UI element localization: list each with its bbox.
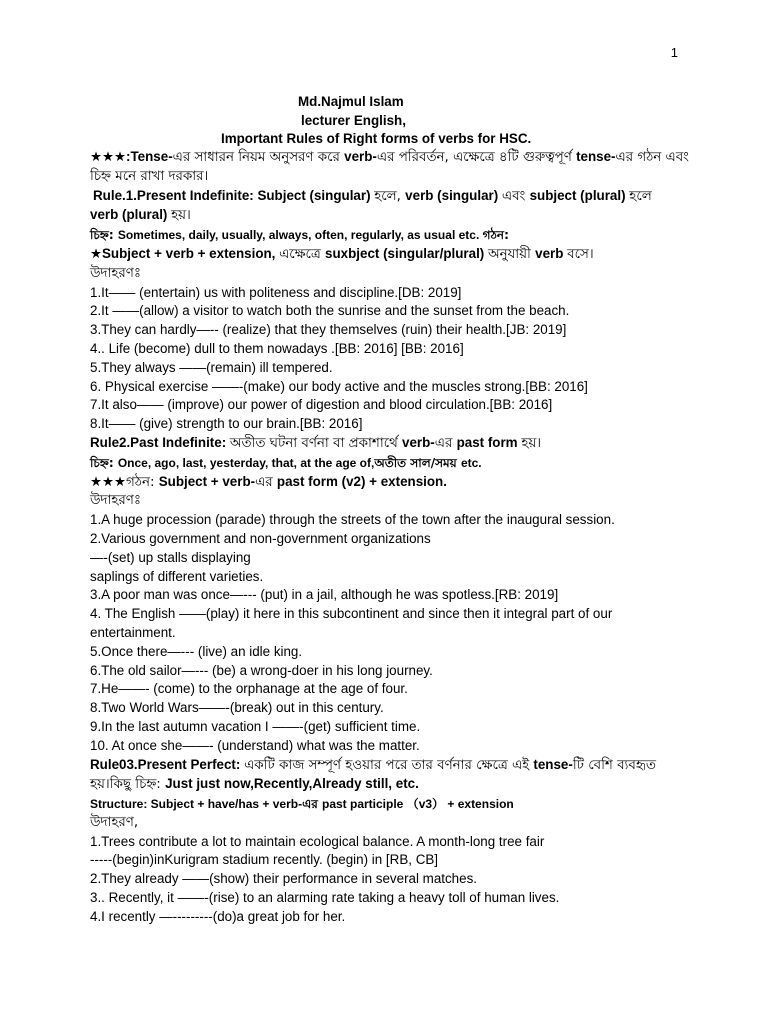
intro-line-2: চিহ্ন মনে রাখা দরকার। <box>90 168 209 184</box>
rule1-structure: ★Subject + verb + extension, এক্ষেত্রে suxbject (singular/plural) অনুযায়ী verb বসে। <box>90 245 594 262</box>
list-item: 4.. Life (become) dull to them nowadays .[BB: 2016] [BB: 2016] <box>90 340 464 356</box>
list-item: entertainment. <box>90 624 176 640</box>
document-header <box>0 93 768 149</box>
author-position: lecturer English, <box>301 112 406 128</box>
rule1-signs: চিহ্ন: Sometimes, daily, usually, always, often, regularly, as usual etc. গঠন: <box>90 228 509 243</box>
author-name: Md.Najmul Islam <box>298 94 404 109</box>
list-item: 3.A poor man was once—--- (put) in a jail, although he was spotless.[RB: 2019] <box>90 587 559 603</box>
list-item: —-(set) up stalls displaying <box>90 549 251 565</box>
list-item: 2.Various government and non-government organizations <box>90 530 431 546</box>
rule2-structure: ★★★গঠন: Subject + verb-এর past form (v2) + extension. <box>90 473 447 490</box>
rule1-title-cont: verb (plural) হয়। <box>90 207 191 224</box>
document-title: Important Rules of Right forms of verbs for HSC. <box>221 131 532 147</box>
document-body <box>90 148 689 927</box>
list-item: 6. Physical exercise ——-(make) our body active and the muscles strong.[BB: 2016] <box>90 378 588 394</box>
list-item: 8.Two World Wars——-(break) out in this century. <box>90 700 384 716</box>
rule2-signs: চিহ্ন: Once, ago, last, yesterday, that, at the age of,অতীত সাল/সময় etc. <box>90 455 482 470</box>
page-number: 1 <box>670 45 678 60</box>
list-item: 1.Trees contribute a lot to maintain ecological balance. A month-long tree fair <box>90 833 545 849</box>
list-item: 2.It ——(allow) a visitor to watch both the sunrise and the sunset from the beach. <box>90 303 570 319</box>
rule1-example-label: উদাহরণঃ <box>90 265 141 281</box>
list-item: 7.It also—— (improve) our power of digestion and blood circulation.[BB: 2016] <box>90 397 553 413</box>
list-item: 6.The old sailor—--- (be) a wrong-doer in his long journey. <box>90 662 433 678</box>
list-item: 2.They already ——(show) their performance in several matches. <box>90 871 477 887</box>
rule2-title: Rule2.Past Indefinite: অতীত ঘটনা বর্ণনা বা প্রকাশার্থে verb-এর past form হয়। <box>90 434 542 451</box>
list-item: 4.I recently —---------(do)a great job for her. <box>90 908 346 924</box>
stars-icon: ★★★: <box>90 149 131 164</box>
rule1-title: Rule.1.Present Indefinite: Subject (singular) হলে, verb (singular) এবং subject (plural) হলে <box>93 187 652 204</box>
list-item: 9.In the last autumn vacation I ——-(get) sufficient time. <box>90 718 421 734</box>
list-item: 4. The English ——(play) it here in this subcontinent and since then it integral part of our <box>90 606 613 622</box>
list-item: 10. At once she——- (understand) what was the matter. <box>90 737 420 753</box>
list-item: 8.It—— (give) strength to our brain.[BB: 2016] <box>90 416 363 432</box>
rule3-signs: হয়।কিছু চিহ্ন: Just just now,Recently,Already still, etc. <box>90 776 419 793</box>
list-item: 5.Once there—--- (live) an idle king. <box>90 643 303 659</box>
rule2-example-label: উদাহরণঃ <box>90 493 141 509</box>
rule3-title: Rule03.Present Perfect: একটি কাজ সম্পূর্ণ হওয়ার পরে তার বর্ণনার ক্ষেত্রে এই tense-টি বেশি ব্যবহৃত <box>90 756 656 773</box>
list-item: 1.It—— (entertain) us with politeness and discipline.[DB: 2019] <box>90 284 462 300</box>
list-item: 5.They always ——(remain) ill tempered. <box>90 359 333 375</box>
rule3-structure: Structure: Subject + have/has + verb-এর past participle （v3） + extension <box>90 797 514 812</box>
list-item: 3.. Recently, it ——-(rise) to an alarming rate taking a heavy toll of human lives. <box>90 890 560 906</box>
list-item: 3.They can hardly—-- (realize) that they themselves (ruin) their health.[JB: 2019] <box>90 322 567 338</box>
list-item: -----(begin)inKurigram stadium recently. (begin) in [RB, CB] <box>90 852 439 868</box>
stars-icon: ★★★ <box>90 473 127 489</box>
list-item: 1.A huge procession (parade) through the streets of the town after the inaugural session. <box>90 512 615 528</box>
list-item: saplings of different varieties. <box>90 568 264 584</box>
list-item: 7.He——- (come) to the orphanage at the age of four. <box>90 681 408 697</box>
rule3-example-label: উদাহরণ, <box>90 814 139 830</box>
intro-line-1: ★★★:Tense-এর সাধারন নিয়ম অনুসরণ করে verb-এর পরিবর্তন, এক্ষেত্রে ৪টি গুরুত্বপূর্ণ tense-এর গঠন এবং <box>90 149 689 165</box>
